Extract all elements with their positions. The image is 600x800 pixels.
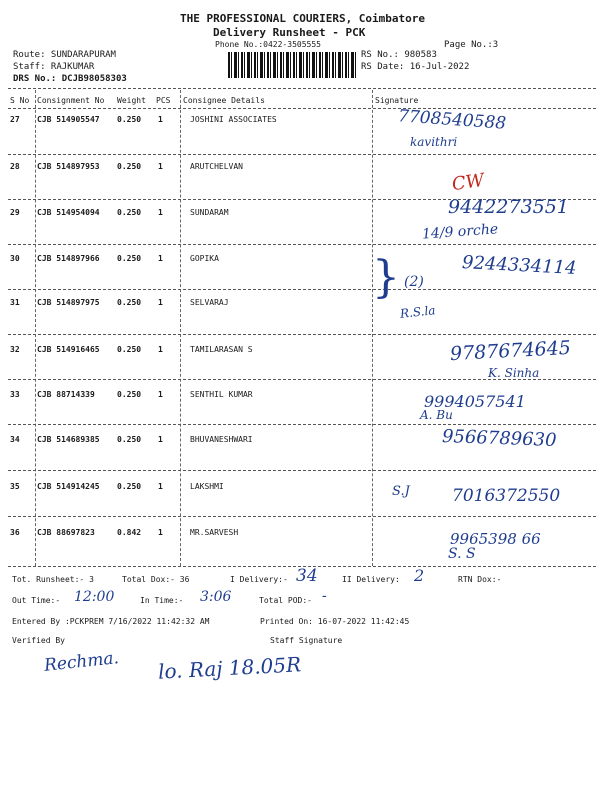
cell-pcs: 1 (158, 162, 163, 171)
handwritten-note: 14/9 orche (421, 221, 499, 243)
in-time-value: 3:06 (200, 589, 232, 605)
cell-weight: 0.842 (117, 528, 142, 537)
in-time-label: In Time:- (140, 596, 184, 605)
cell-consignment: CJB 514916465 (37, 345, 100, 354)
cell-weight: 0.250 (117, 298, 142, 307)
cell-pcs: 1 (158, 390, 163, 399)
cell-sno: 36 (10, 528, 20, 537)
handwritten-signature: kavithri (410, 135, 458, 149)
cell-consignment: CJB 514897966 (37, 254, 100, 263)
phone-number: Phone No.:0422-3505555 (215, 40, 321, 49)
row-divider (8, 289, 596, 290)
cell-sno: 33 (10, 390, 20, 399)
cell-pcs: 1 (158, 345, 163, 354)
document-title: Delivery Runsheet - PCK (213, 26, 366, 39)
drs-number: DRS No.: DCJB98058303 (13, 74, 127, 84)
col-header-sno: S No (10, 96, 30, 105)
barcode (228, 52, 356, 78)
cell-pcs: 1 (158, 298, 163, 307)
cell-weight: 0.250 (117, 254, 142, 263)
cell-pcs: 1 (158, 254, 163, 263)
cell-sno: 31 (10, 298, 20, 307)
handwritten-phone: 9244334114 (461, 252, 578, 279)
handwritten-phone: 9787674645 (449, 336, 572, 366)
cell-weight: 0.250 (117, 208, 142, 217)
row-divider (8, 334, 596, 335)
cell-sno: 35 (10, 482, 20, 491)
total-runsheet: Tot. Runsheet:- 3 (12, 575, 94, 584)
row-divider (8, 470, 596, 471)
total-pod-label: Total POD:- (259, 596, 312, 605)
cell-consignment: CJB 514905547 (37, 115, 100, 124)
cell-consignee: SELVARAJ (190, 298, 229, 307)
cell-consignment: CJB 88714339 (37, 390, 95, 399)
handwritten-phone: 9965398 66 (450, 530, 541, 548)
cell-pcs: 1 (158, 435, 163, 444)
cell-consignee: MR.SARVESH (190, 528, 239, 537)
cell-pcs: 1 (158, 528, 163, 537)
ii-delivery-label: II Delivery: (342, 575, 400, 584)
out-time-label: Out Time:- (12, 596, 61, 605)
route: Route: SUNDARAPURAM (13, 50, 116, 60)
staff-signature-label: Staff Signature (270, 636, 343, 645)
col-header-pcs: PCS (156, 96, 171, 105)
cell-weight: 0.250 (117, 162, 142, 171)
row-divider (8, 424, 596, 425)
page-number: Page No.:3 (444, 40, 499, 50)
handwritten-phone: 9442273551 (448, 196, 569, 218)
handwritten-brace: } (372, 252, 400, 303)
total-pod-value: - (322, 588, 327, 604)
cell-weight: 0.250 (117, 435, 142, 444)
entered-by: Entered By :PCKPREM 7/16/2022 11:42:32 AM (12, 617, 210, 626)
i-delivery-value: 34 (296, 566, 318, 586)
company-name: THE PROFESSIONAL COURIERS, Coimbatore (180, 12, 426, 25)
cell-sno: 28 (10, 162, 20, 171)
divider (8, 108, 596, 109)
handwritten-phone: 7016372550 (452, 486, 561, 506)
cell-pcs: 1 (158, 208, 163, 217)
i-delivery-label: I Delivery:- (230, 575, 288, 584)
staff-signature: lo. Raj 18.05R (157, 652, 302, 684)
table-row (10, 254, 370, 298)
row-divider (8, 516, 596, 517)
table-row (10, 345, 370, 389)
handwritten-note: (2) (404, 274, 424, 290)
handwritten-signature: R.S.la (399, 303, 437, 321)
printed-on: Printed On: 16-07-2022 11:42:45 (260, 617, 410, 626)
handwritten-signature: S. S (448, 546, 476, 562)
cell-weight: 0.250 (117, 345, 142, 354)
column-line (372, 90, 373, 566)
cell-sno: 32 (10, 345, 20, 354)
handwritten-phone: 7708540588 (397, 106, 507, 134)
handwritten-signature: A. Bu (420, 408, 453, 422)
total-dox: Total Dox:- 36 (122, 575, 190, 584)
cell-consignee: SENTHIL KUMAR (190, 390, 253, 399)
staff: Staff: RAJKUMAR (13, 62, 95, 72)
table-row (10, 208, 370, 252)
handwritten-signature: CW (450, 169, 486, 196)
cell-consignee: GOPIKA (190, 254, 219, 263)
rs-date: RS Date: 16-Jul-2022 (361, 62, 470, 72)
cell-consignee: SUNDARAM (190, 208, 229, 217)
cell-weight: 0.250 (117, 115, 142, 124)
col-header-weight: Weight (117, 96, 146, 105)
cell-weight: 0.250 (117, 482, 142, 491)
table-row (10, 435, 370, 479)
cell-consignment: CJB 514914245 (37, 482, 100, 491)
cell-sno: 27 (10, 115, 20, 124)
cell-pcs: 1 (158, 115, 163, 124)
handwritten-phone: 9566789630 (441, 426, 557, 451)
handwritten-signature: K. Sinha (488, 366, 540, 380)
out-time-value: 12:00 (74, 589, 115, 605)
cell-consignee: ARUTCHELVAN (190, 162, 243, 171)
cell-weight: 0.250 (117, 390, 142, 399)
rtn-dox: RTN Dox:- (458, 575, 502, 584)
cell-sno: 30 (10, 254, 20, 263)
cell-consignment: CJB 514954094 (37, 208, 100, 217)
table-row (10, 115, 370, 159)
col-header-signature: Signature (375, 96, 419, 105)
cell-consignee: BHUVANESHWARI (190, 435, 253, 444)
row-divider (8, 244, 596, 245)
handwritten-signature: S.J (392, 484, 410, 499)
cell-sno: 29 (10, 208, 20, 217)
table-row (10, 390, 370, 434)
table-row (10, 482, 370, 526)
cell-pcs: 1 (158, 482, 163, 491)
cell-consignee: LAKSHMI (190, 482, 224, 491)
cell-consignment: CJB 88697823 (37, 528, 95, 537)
table-row (10, 298, 370, 342)
handwritten-phone: 9994057541 (424, 392, 526, 411)
cell-consignment: CJB 514897975 (37, 298, 100, 307)
cell-consignee: TAMILARASAN S (190, 345, 253, 354)
col-header-consignee: Consignee Details (183, 96, 265, 105)
verified-by-label: Verified By (12, 636, 65, 645)
row-divider (8, 154, 596, 155)
ii-delivery-value: 2 (414, 566, 425, 585)
cell-consignment: CJB 514897953 (37, 162, 100, 171)
divider (8, 88, 596, 89)
col-header-consignment: Consignment No (37, 96, 105, 105)
cell-sno: 34 (10, 435, 20, 444)
cell-consignment: CJB 514689385 (37, 435, 100, 444)
verified-by-signature: Rechma. (43, 648, 120, 676)
rs-number: RS No.: 980583 (361, 50, 437, 60)
cell-consignee: JOSHINI ASSOCIATES (190, 115, 277, 124)
